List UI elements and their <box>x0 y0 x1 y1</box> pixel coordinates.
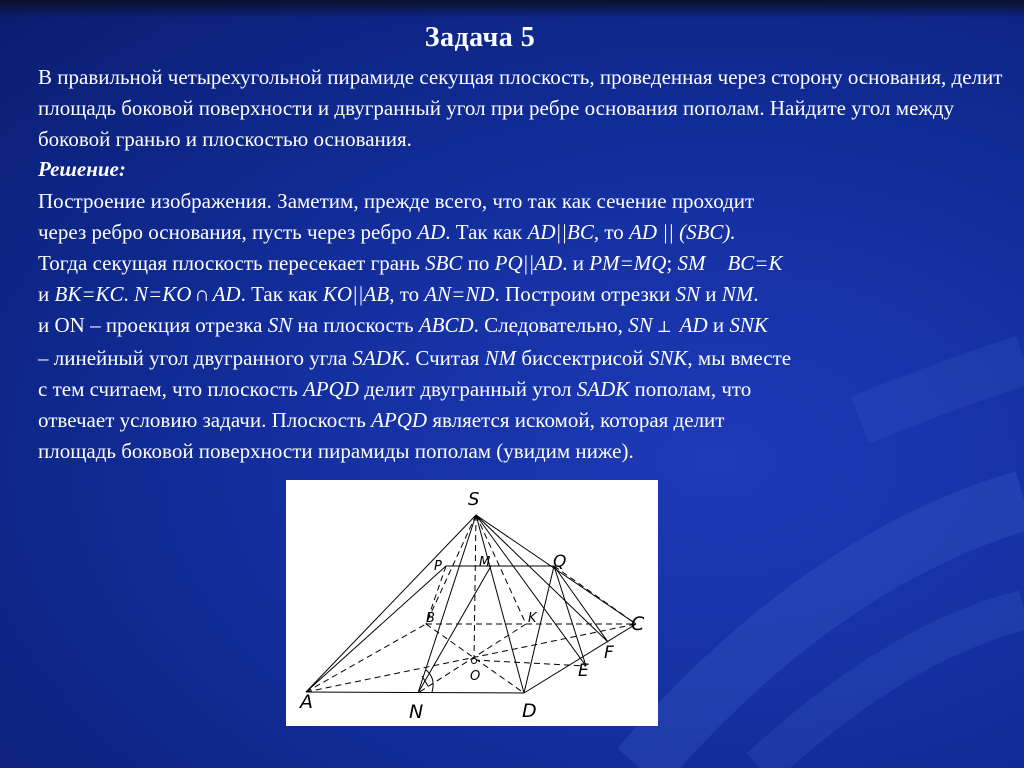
edge-AD <box>306 692 524 693</box>
label-C: C <box>631 613 645 635</box>
label-S: S <box>468 489 480 510</box>
segment-OE <box>474 660 586 666</box>
solution-line-2: через ребро основания, пусть через ребро AD. Так как AD||BC, то AD || (SBC). <box>38 220 736 244</box>
problem-statement: В правильной четырехугольной пирамиде секущая плоскость, проведенная через сторону основания, делит площадь боковой поверхности и двугранный угол при ребре основания пополам. Найдите угол между боковой гранью и плоскостью основания. <box>38 65 1003 151</box>
segment-SE <box>476 515 586 666</box>
segment-QC <box>554 566 636 624</box>
label-K: K <box>528 611 537 626</box>
edge-SA <box>306 515 476 692</box>
solution-line-8: отвечает условию задачи. Плоскость APQD является искомой, которая делит <box>38 408 725 432</box>
segment-QF <box>554 566 608 642</box>
segment-SF <box>476 515 608 642</box>
label-F: F <box>604 643 614 663</box>
point-O <box>472 659 477 664</box>
solution-line-4: и BK=KC. N=KO ∩ AD. Так как KO||AB, то AN=ND. Построим отрезки SN и NM. <box>38 282 759 306</box>
solution-line-5: и ON – проекция отрезка SN на плоскость ABCD. Следовательно, SN ⊥ AD и SNK <box>38 313 768 337</box>
solution-line-3: Тогда секущая плоскость пересекает грань SBC по PQ||AD. и PM=MQ; SM BC=K <box>38 251 783 275</box>
label-O: O <box>470 669 481 684</box>
right-angle-mark <box>426 670 433 692</box>
label-B: B <box>426 611 435 626</box>
label-Q: Q <box>553 552 567 572</box>
label-M: M <box>479 555 491 570</box>
pyramid-diagram <box>286 480 658 726</box>
edge-AB <box>306 624 426 692</box>
label-N: N <box>409 701 424 723</box>
solution-heading: Решение: <box>38 157 126 181</box>
solution-line-7: с тем считаем, что плоскость APQD делит двугранный угол SADK пополам, что <box>38 377 752 401</box>
edge-SD <box>476 515 524 693</box>
label-P: P <box>434 559 442 574</box>
solution-line-1: Построение изображения. Заметим, прежде всего, что так как сечение проходит <box>38 189 755 213</box>
label-E: E <box>578 661 589 681</box>
label-A: A <box>300 691 313 713</box>
solution-text <box>38 186 968 467</box>
solution-line-9: площадь боковой поверхности пирамиды пополам (увидим ниже). <box>38 439 634 463</box>
top-dark-band <box>0 0 1024 18</box>
segment-SO <box>474 515 476 660</box>
segment-SN <box>418 515 476 693</box>
label-D: D <box>522 700 537 722</box>
pyramid-figure <box>286 480 658 726</box>
solution-line-6: – линейный угол двугранного угла SADK. Считая NM биссектрисой SNK, мы вместе <box>38 346 792 370</box>
page-title: Задача 5 <box>424 22 536 53</box>
